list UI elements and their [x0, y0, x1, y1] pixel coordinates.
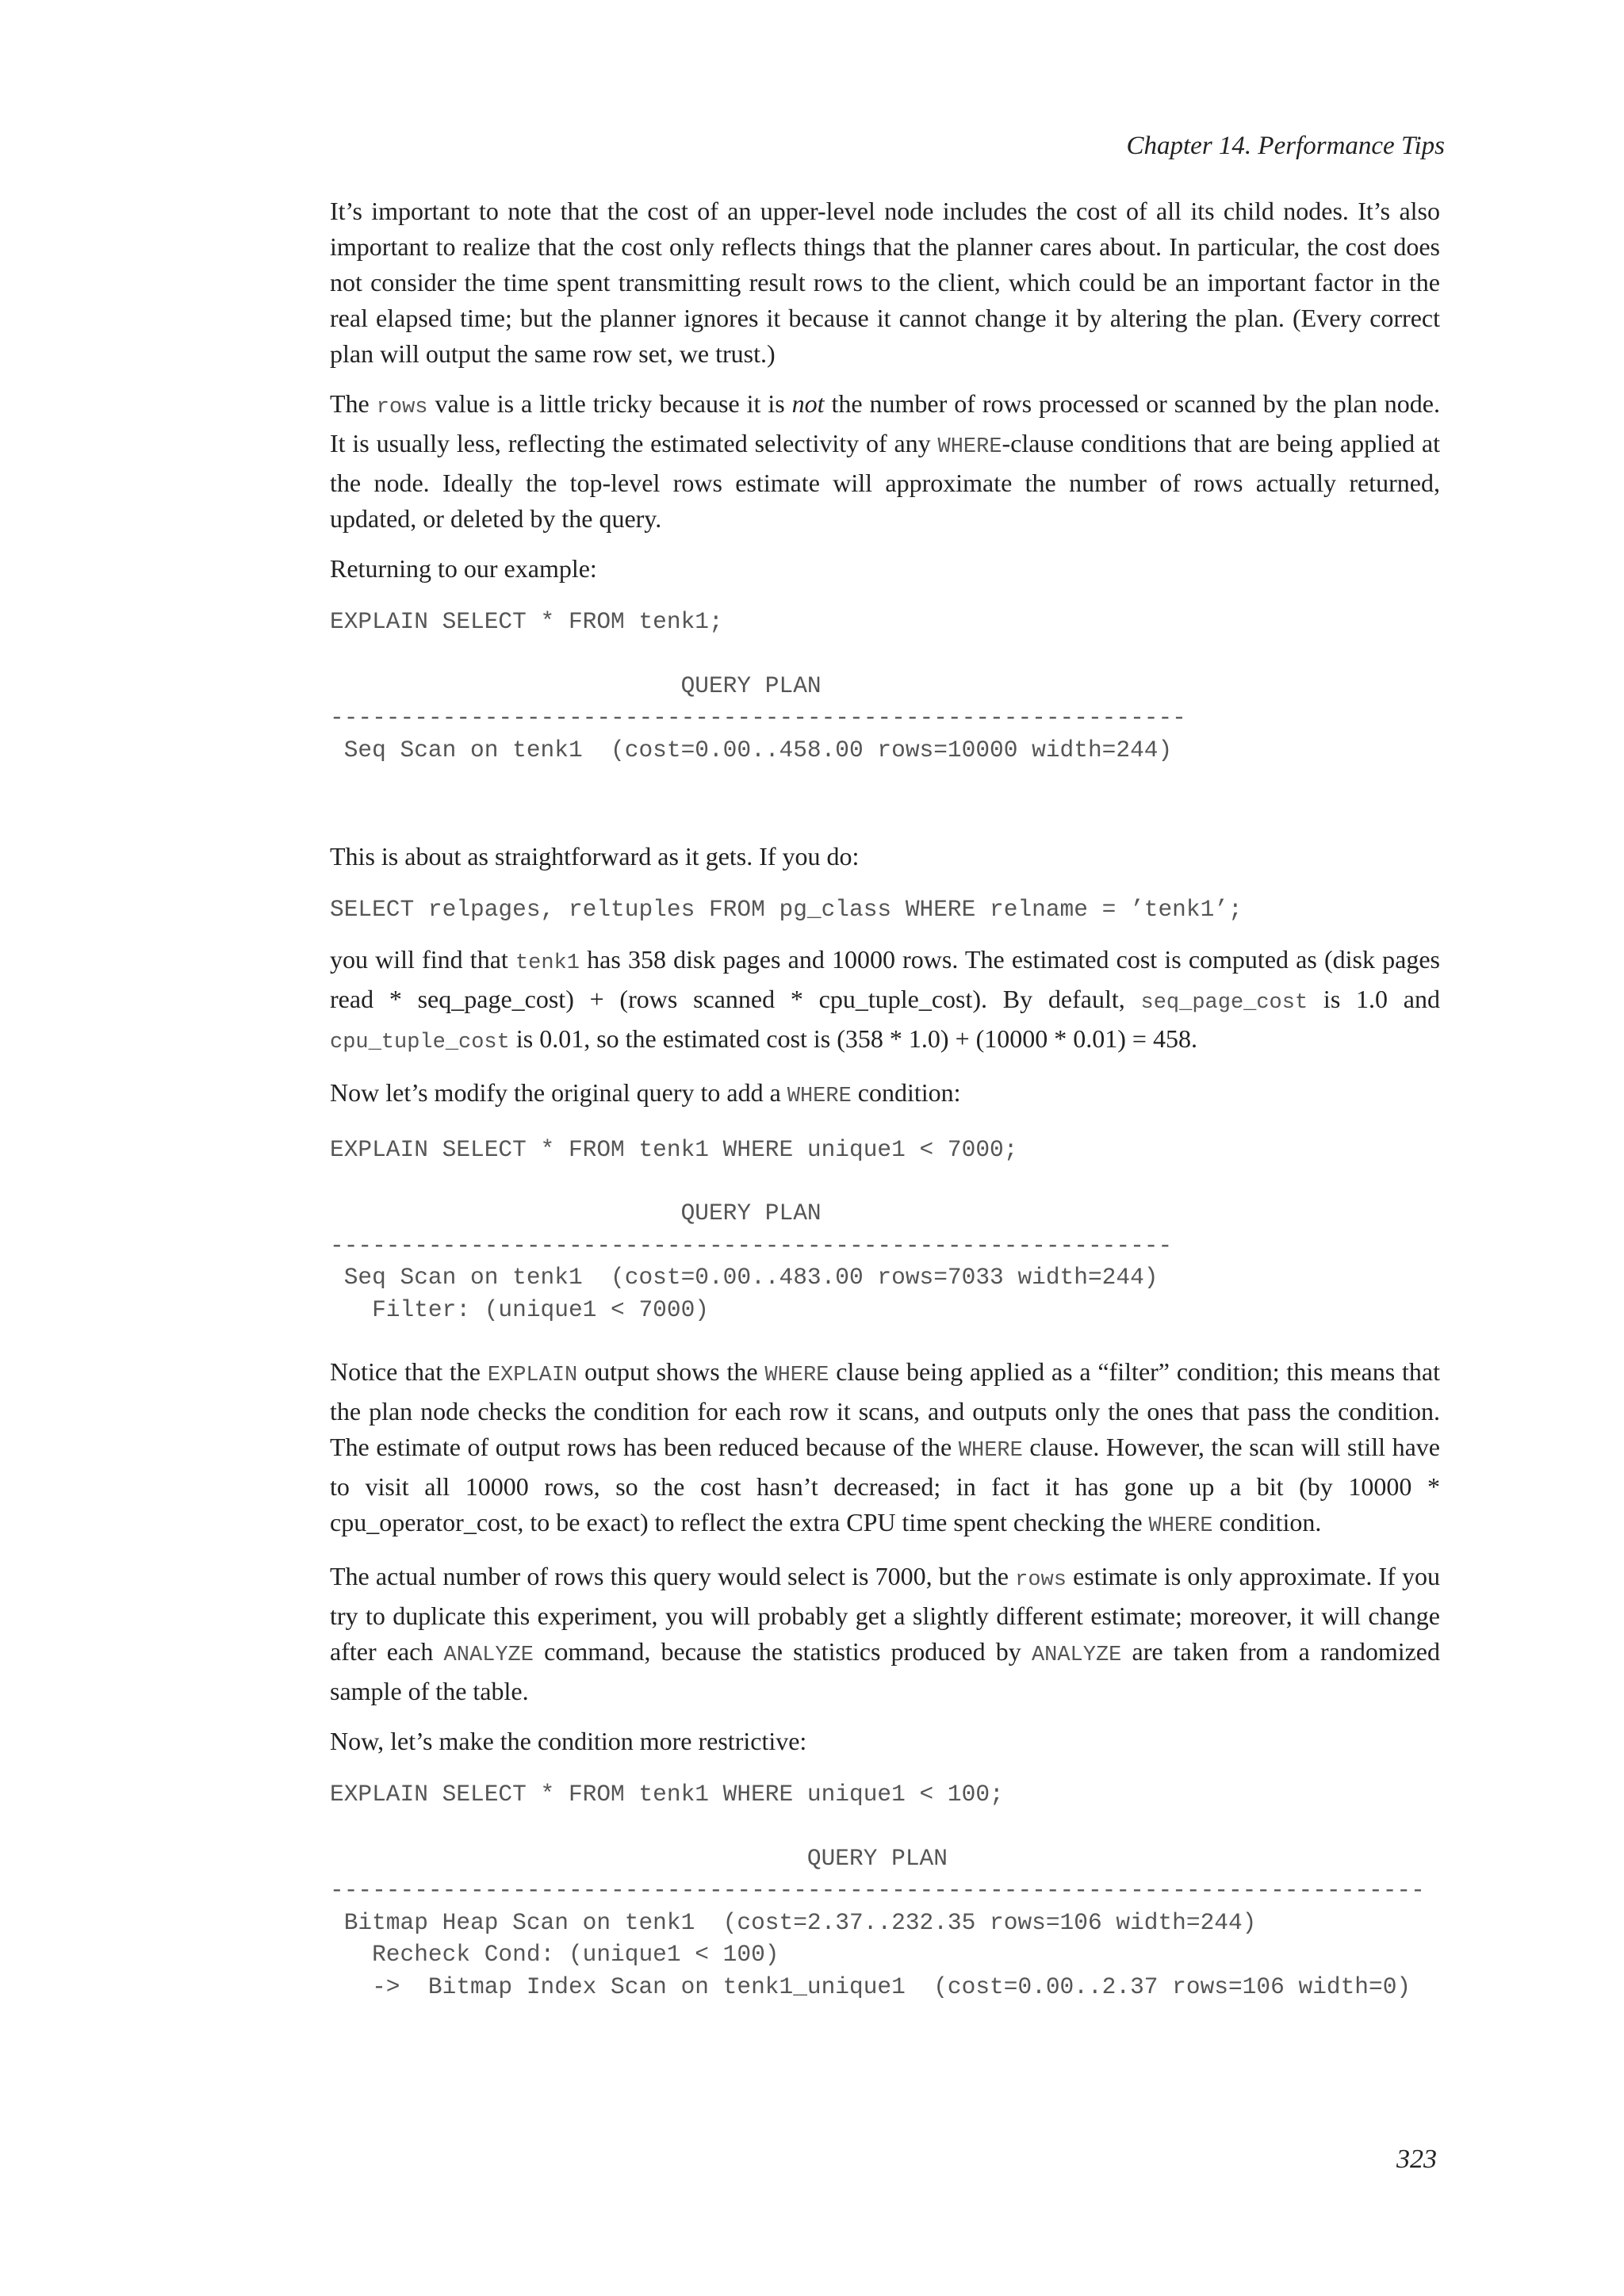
- inline-code-where: WHERE: [1148, 1514, 1213, 1538]
- paragraph-cost-upper-level: It’s important to note that the cost of an upper-level node includes the cost of all its child nodes. It’s also important to realize that the cost only reflects things that the planner cares about. In particular, the cost does not consider the time spent transmitting result rows to the client, which could be an important factor in the real elapsed time; but the planner ignores it because it cannot change it by altering the plan. (Every correct plan will output the same row set, we trust.): [330, 197, 1440, 368]
- inline-code-explain: EXPLAIN: [487, 1364, 578, 1387]
- inline-code-where: WHERE: [937, 435, 1002, 459]
- code-explain-select: EXPLAIN SELECT * FROM tenk1;: [330, 608, 723, 635]
- text-run: The: [330, 389, 377, 418]
- paragraph-straightforward: This is about as straightforward as it gets. If you do:: [330, 842, 860, 871]
- paragraph-rows-value: [330, 386, 1440, 537]
- text-run: output shows the: [577, 1357, 765, 1386]
- text-run: The actual number of rows this query would select is 7000, but the: [330, 1562, 1016, 1590]
- text-run: is 0.01, so the estimated cost is (358 * 1.0) + (10000 * 0.01) = 458.: [509, 1024, 1197, 1053]
- inline-code-analyze: ANALYZE: [443, 1644, 534, 1667]
- text-run: command, because the statistics produced by: [533, 1637, 1032, 1666]
- inline-code-rows: rows: [376, 396, 428, 419]
- text-run: -clause conditions that are being applied at the node. Ideally the top-level rows estimate will approximate the number of rows actually returned, updated, or deleted by the query.: [330, 429, 1441, 533]
- page-body: [330, 193, 1440, 2003]
- text-run: clause. However, the scan will still have to visit all 10000 rows, so the cost hasn’t decreased; in fact it has gone up a bit (by 10000 * cpu_operator_cost, to be exact) to reflect the extra CPU time spent checking the: [330, 1433, 1441, 1536]
- text-run: Now let’s modify the original query to add a: [330, 1077, 787, 1107]
- page-number: 323: [1396, 2145, 1437, 2174]
- text-run: value is a little tricky because it is: [427, 389, 792, 418]
- text-run: clause being applied as a “filter” condition; this means that the plan node checks the condition for each row it scans, and outputs only the ones that pass the condition. The estimate of output rows has been reduced because of the: [330, 1357, 1441, 1461]
- paragraph-modify-query: [330, 1075, 1440, 1115]
- text-run: estimate is only approximate. If you try to duplicate this experiment, you will probably get a slightly different estimate; moreover, it will change after each: [330, 1562, 1441, 1666]
- text-run: has 358 disk pages and 10000 rows. The estimated cost is computed as (disk pages read * seq_page_cost) + (rows scanned * cpu_tuple_cost). By default,: [330, 944, 1441, 1013]
- text-run: are taken from a randomized sample of the table.: [330, 1637, 1441, 1705]
- inline-code-rows: rows: [1015, 1568, 1067, 1592]
- text-run: the number of rows processed or scanned by the plan node. It is usually less, reflecting the estimated selectivity of any: [330, 389, 1440, 457]
- text-run: you will find that: [330, 944, 515, 974]
- paragraph-returning: Returning to our example:: [330, 554, 597, 583]
- inline-code-tenk1: tenk1: [515, 951, 580, 975]
- code-explain-where-7000: EXPLAIN SELECT * FROM tenk1 WHERE unique1 < 7000;: [330, 1135, 1018, 1163]
- inline-code-where: WHERE: [764, 1364, 829, 1387]
- paragraph-more-restrictive: Now, let’s make the condition more restrictive:: [330, 1727, 807, 1755]
- inline-code-analyze: ANALYZE: [1031, 1644, 1122, 1667]
- inline-code-where: WHERE: [787, 1084, 852, 1108]
- paragraph-cost-computation: [330, 942, 1440, 1061]
- code-explain-where-100: EXPLAIN SELECT * FROM tenk1 WHERE unique1 < 100;: [330, 1781, 1004, 1808]
- text-run: Notice that the: [330, 1357, 488, 1386]
- running-header: Chapter 14. Performance Tips: [1126, 132, 1445, 160]
- text-run: condition:: [851, 1077, 961, 1107]
- query-plan-output-3: QUERY PLAN ------------------------------------------------------------------------------ Bitmap Heap Scan on tenk1 (cost=2.37..232.35 rows=106 width=244) Recheck Cond: (unique1 < 100) -> Bitmap Index Scan on tenk1_unique1 (cost=0.00..2.37 rows=106 width=0): [330, 1844, 1425, 2000]
- paragraph-filter-condition: [330, 1354, 1440, 1544]
- inline-code-cpu-tuple-cost: cpu_tuple_cost: [330, 1030, 510, 1054]
- text-run: condition.: [1212, 1508, 1322, 1536]
- emphasis-not: not: [791, 389, 825, 418]
- query-plan-output-2: QUERY PLAN ------------------------------------------------------------ Seq Scan on tenk1 (cost=0.00..483.00 rows=7033 width=244) Filter: (unique1 < 7000): [330, 1200, 1173, 1323]
- text-run: is 1.0 and: [1308, 984, 1441, 1013]
- code-select-relpages: SELECT relpages, reltuples FROM pg_class WHERE relname = ’tenk1’;: [330, 896, 1243, 923]
- inline-code-where: WHERE: [958, 1439, 1023, 1463]
- paragraph-actual-rows: [330, 1559, 1440, 1709]
- inline-code-seq-page-cost: seq_page_cost: [1140, 990, 1308, 1015]
- query-plan-output-1: QUERY PLAN ------------------------------------------------------------- Seq Scan on tenk1 (cost=0.00..458.00 rows=10000 width=244): [330, 672, 1186, 763]
